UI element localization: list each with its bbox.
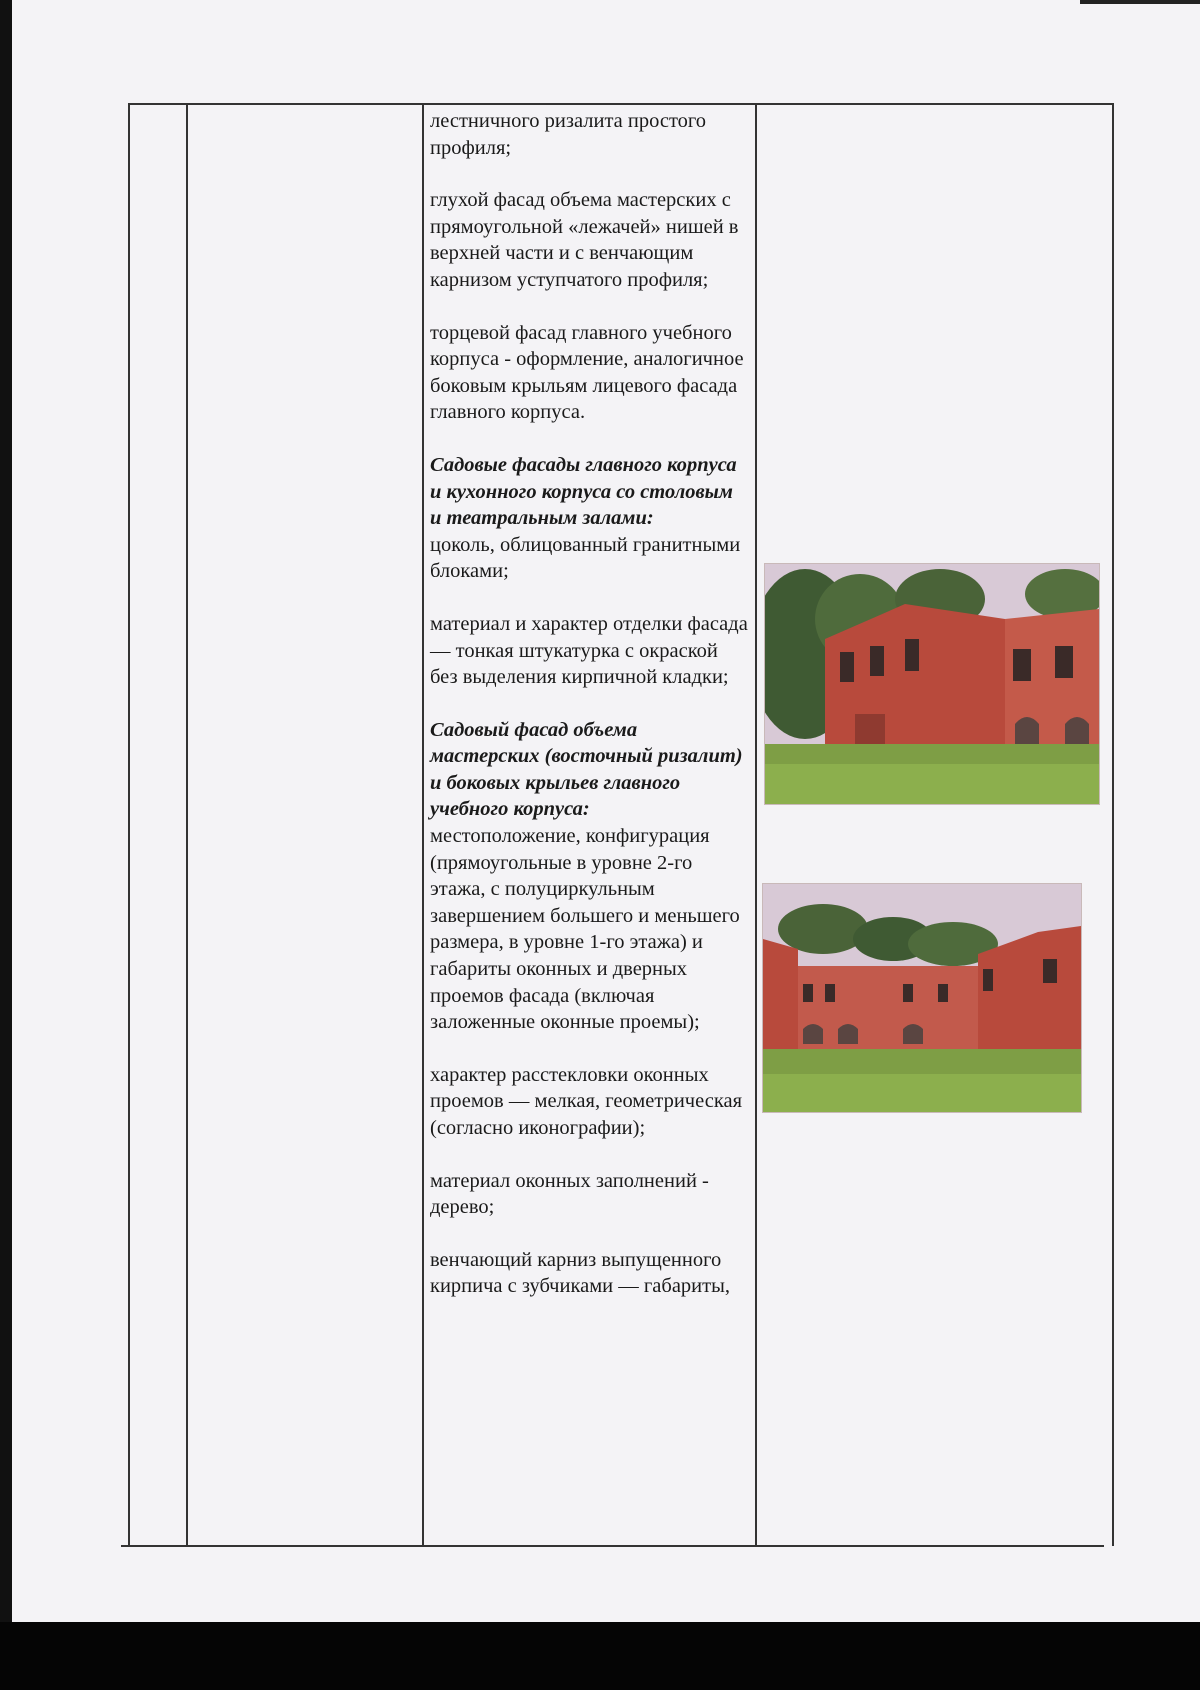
scan-top-edge [1080,0,1200,4]
paragraph: материал оконных заполнений - дерево; [430,1169,709,1219]
paragraph: характер расстекловки оконных проемов — мелкая, геометрическая (согласно иконографии); [430,1063,742,1139]
building-photo-workshop-facade [762,883,1082,1113]
table-col-border-4 [755,103,757,1546]
paragraph: торцевой фасад главного учебного корпуса - оформление, аналогичное боковым крыльям лицевого фасада главного корпуса. [430,321,744,424]
paragraph-with-heading: Садовые фасады главного корпуса и кухонного корпуса со столовым и театральным залами: цоколь, облицованный гранитными блоками; [430,452,748,585]
table-col-border-2 [186,103,188,1546]
paragraph: глухой фасад объема мастерских с прямоугольной «лежачей» нишей в верхней части и с венчающим карнизом уступчатого профиля; [430,189,739,291]
scan-left-edge [0,0,12,1690]
description-column [430,108,748,1300]
section-heading: Садовый фасад объема мастерских (восточный ризалит) и боковых крыльев главного учебного корпуса: [430,718,743,821]
paragraph: материал и характер отделки фасада — тонкая штукатурка с окраской без выделения кирпичной кладки; [430,612,748,689]
building-photo-garden-facade [764,563,1100,805]
paragraph-with-heading: Садовый фасад объема мастерских (восточный ризалит) и боковых крыльев главного учебного корпуса: местоположение, конфигурация (прямоугольные в уровне 2-го этажа, с полуциркульным завершением большего и меньшего размера, в уровне 1-го этажа) и габариты оконных и дверных проемов фасада (включая заложенные оконные проемы); [430,717,748,1036]
paragraph: венчающий карниз выпущенного кирпича с зубчиками — габариты, [430,1248,731,1298]
paragraph: лестничного ризалита простого профиля; [430,110,707,159]
table-col-border-5 [1112,103,1114,1546]
table-col-border-3 [422,103,424,1546]
scan-bottom-band [0,1622,1200,1690]
table-col-border-1 [128,103,130,1546]
section-heading: Садовые фасады главного корпуса и кухонного корпуса со столовым и театральным залами: [430,453,737,530]
table-top-border [128,103,1113,105]
table-bottom-border [121,1545,1104,1547]
